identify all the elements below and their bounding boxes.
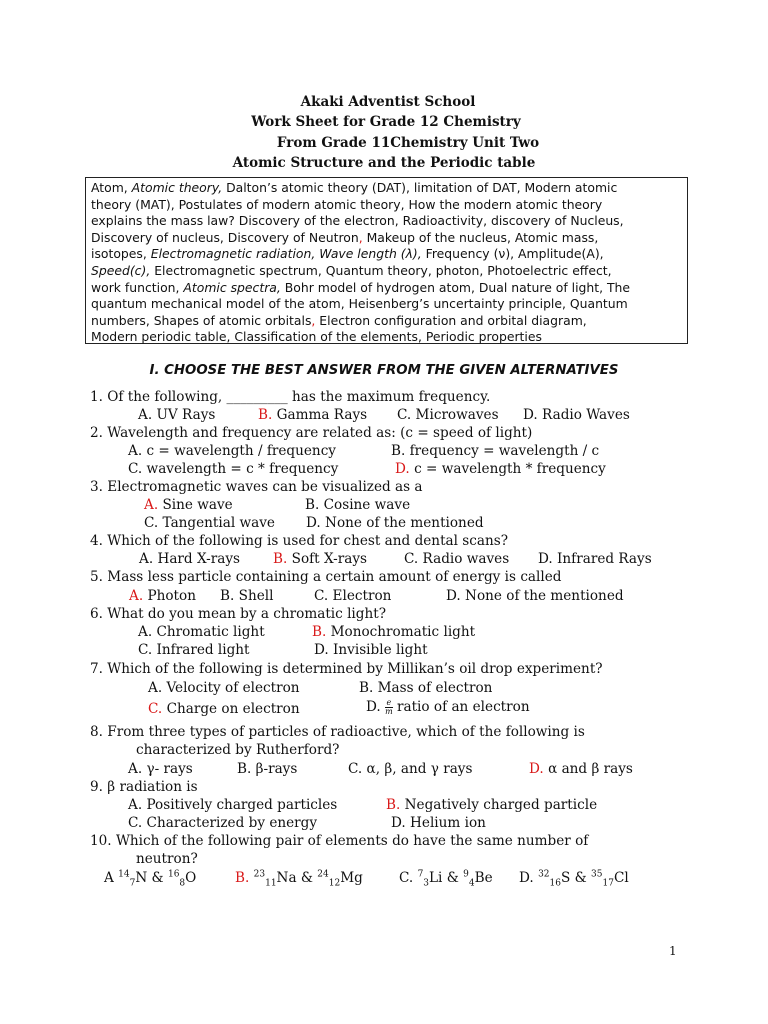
topics-line-5: isotopes, Electromagnetic radiation, Wave length (λ), Frequency (ν), Amplitude(A),	[91, 246, 604, 262]
q7-option-b: B. Mass of electron	[359, 680, 493, 696]
answer-marker: C.	[148, 701, 163, 717]
topics-line-8: quantum mechanical model of the atom, Heisenberg’s uncertainty principle, Quantum	[91, 296, 628, 312]
q4-option-d: D. Infrared Rays	[538, 551, 652, 567]
q4-option-a: A. Hard X-rays	[139, 551, 240, 567]
q5-option-d: D. None of the mentioned	[446, 588, 624, 604]
unit-topic: Atomic Structure and the Periodic table	[232, 155, 536, 171]
answer-marker: B.	[312, 624, 327, 640]
topics-line-4: Discovery of nucleus, Discovery of Neutron, Makeup of the nucleus, Atomic mass,	[91, 229, 599, 245]
q9-option-b: B. Negatively charged particle	[386, 797, 598, 813]
question-2-stem: 2. Wavelength and frequency are related as: (c = speed of light)	[90, 425, 533, 441]
q10-option-c: C. $^7_3$Li & $^9_4$Be	[399, 869, 493, 889]
question-10-stem: 10. Which of the following pair of elements do have the same number of	[90, 833, 589, 849]
q10-option-d: D. $^{32}_{16}$S & $^{35}_{17}$Cl	[519, 869, 629, 889]
q3-option-c: C. Tangential wave	[144, 515, 275, 531]
q1-option-d: D. Radio Waves	[523, 407, 630, 423]
question-6-stem: 6. What do you mean by a chromatic light?	[90, 606, 386, 622]
q4-option-b: B. Soft X-rays	[273, 551, 367, 567]
q10-option-a: A $^{14}_7$N & $^{16}_8$O	[104, 869, 197, 889]
topics-line-1: Atom, Atomic theory, Dalton’s atomic theory (DAT), limitation of DAT, Modern atomic	[91, 180, 618, 195]
q5-option-c: C. Electron	[314, 588, 392, 604]
question-8-stem: 8. From three types of particles of radioactive, which of the following is	[90, 724, 585, 740]
q7-option-d: D. $\frac{e}{m}$ ratio of an electron	[366, 698, 530, 716]
q9-option-c: C. Characterized by energy	[128, 815, 318, 831]
answer-marker: A.	[144, 497, 159, 513]
answer-marker: D.	[529, 761, 544, 777]
topics-box	[85, 177, 688, 344]
q9-option-a: A. Positively charged particles	[128, 797, 338, 813]
q7-option-c: C. Charge on electron	[148, 701, 300, 717]
topics-line-3: explains the mass law? Discovery of the electron, Radioactivity, discovery of Nucleus,	[91, 213, 624, 229]
q2-option-c: C. wavelength = c * frequency	[128, 461, 339, 477]
q1-option-c: C. Microwaves	[397, 407, 499, 423]
topics-line-9: numbers, Shapes of atomic orbitals, Electron configuration and orbital diagram,	[91, 312, 587, 328]
q7-option-a: A. Velocity of electron	[148, 680, 300, 696]
q2-option-b: B. frequency = wavelength / c	[391, 443, 600, 459]
q6-option-b: B. Monochromatic light	[312, 624, 476, 640]
section-title: I. CHOOSE THE BEST ANSWER FROM THE GIVEN ALTERNATIVES	[149, 363, 619, 378]
q2-option-d: D. c = wavelength * frequency	[395, 461, 606, 477]
worksheet-title: Work Sheet for Grade 12 Chemistry	[251, 114, 521, 130]
q3-option-b: B. Cosine wave	[305, 497, 411, 513]
answer-marker: D.	[395, 461, 410, 477]
question-1-stem: 1. Of the following, _________ has the maximum frequency.	[90, 389, 491, 405]
topics-line-2: theory (MAT), Postulates of modern atomic theory, How the modern atomic theory	[91, 196, 603, 212]
q6-option-a: A. Chromatic light	[138, 624, 265, 640]
answer-marker: B.	[273, 551, 288, 567]
q5-option-b: B. Shell	[220, 588, 274, 604]
q5-option-a: A. Photon	[129, 588, 196, 604]
question-7-stem: 7. Which of the following is determined by Millikan’s oil drop experiment?	[90, 661, 603, 677]
q1-option-a: A. UV Rays	[138, 407, 216, 423]
q4-option-c: C. Radio waves	[404, 551, 510, 567]
q8-option-d: D. α and β rays	[529, 761, 633, 777]
question-8-stem-cont: characterized by Rutherford?	[136, 742, 340, 758]
answer-marker: B.	[258, 407, 273, 423]
question-3-stem: 3. Electromagnetic waves can be visualized as a	[90, 479, 423, 495]
topics-line-6: Speed(c), Electromagnetic spectrum, Quantum theory, photon, Photoelectric effect,	[91, 262, 612, 278]
question-5-stem: 5. Mass less particle containing a certain amount of energy is called	[90, 569, 562, 585]
page-number: 1	[669, 944, 677, 958]
q9-option-d: D. Helium ion	[391, 815, 486, 831]
answer-marker: B.	[386, 797, 401, 813]
question-9-stem: 9. β radiation is	[90, 779, 198, 795]
e-over-m-fraction: $\frac{e}{m}$	[385, 698, 393, 716]
school-name: Akaki Adventist School	[300, 94, 476, 110]
answer-marker: A.	[129, 588, 144, 604]
answer-marker: B.	[235, 870, 250, 886]
unit-source: From Grade 11Chemistry Unit Two	[276, 135, 540, 151]
q3-option-d: D. None of the mentioned	[306, 515, 484, 531]
q2-option-a: A. c = wavelength / frequency	[128, 443, 336, 459]
q8-option-c: C. α, β, and γ rays	[348, 761, 473, 777]
question-10-stem-cont: neutron?	[136, 851, 198, 867]
q6-option-c: C. Infrared light	[138, 642, 250, 658]
q3-option-a: A. Sine wave	[144, 497, 233, 513]
q8-option-b: B. β-rays	[237, 761, 298, 777]
q1-option-b: B. Gamma Rays	[258, 407, 368, 423]
topics-line-7: work function, Atomic spectra, Bohr model of hydrogen atom, Dual nature of light, The	[91, 279, 631, 295]
topics-line-10: Modern periodic table, Classification of the elements, Periodic properties	[91, 329, 542, 345]
question-4-stem: 4. Which of the following is used for chest and dental scans?	[90, 533, 509, 549]
q10-option-b: B. $^{23}_{11}$Na & $^{24}_{12}$Mg	[235, 869, 363, 889]
q8-option-a: A. γ- rays	[128, 761, 193, 777]
q6-option-d: D. Invisible light	[314, 642, 428, 658]
